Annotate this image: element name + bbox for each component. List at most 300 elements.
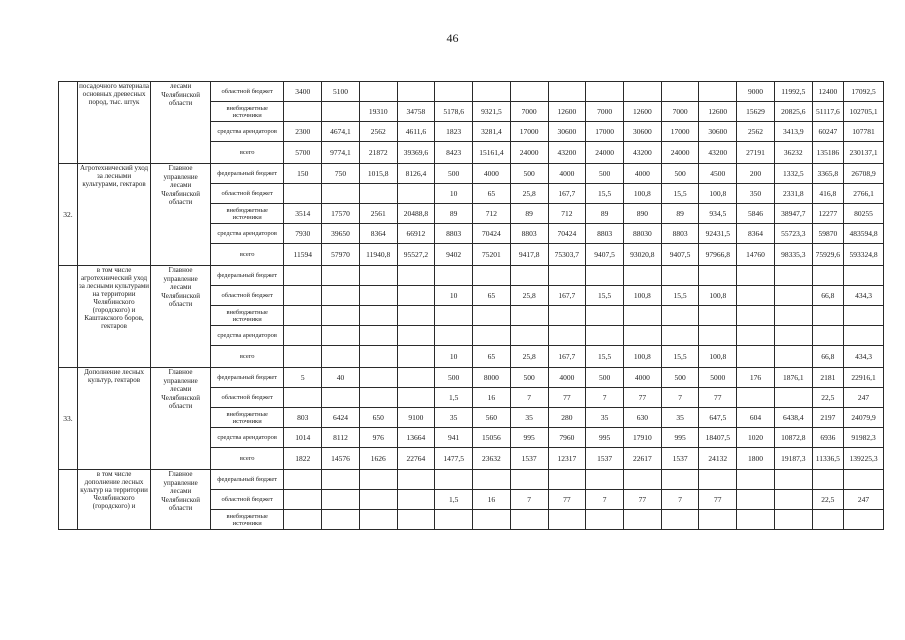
value-cell: 3514	[284, 204, 322, 224]
value-cell	[284, 470, 322, 490]
value-cell: 483594,8	[844, 224, 884, 244]
value-cell	[586, 326, 624, 346]
funding-source: внебюджетные источники	[210, 408, 283, 428]
value-cell: 604	[737, 408, 775, 428]
value-cell: 8126,4	[397, 164, 435, 184]
value-cell	[322, 184, 360, 204]
value-cell	[774, 388, 812, 408]
value-cell: 15,5	[586, 346, 624, 368]
value-cell: 2561	[359, 204, 397, 224]
value-cell: 25,8	[510, 346, 548, 368]
value-cell: 22916,1	[844, 368, 884, 388]
value-cell: 167,7	[548, 346, 586, 368]
value-cell: 5846	[737, 204, 775, 224]
value-cell: 15,5	[586, 286, 624, 306]
value-cell	[774, 266, 812, 286]
value-cell: 9774,1	[322, 142, 360, 164]
value-cell: 995	[510, 428, 548, 448]
value-cell	[322, 306, 360, 326]
value-cell: 139225,3	[844, 448, 884, 470]
value-cell	[737, 346, 775, 368]
value-cell	[623, 510, 661, 530]
value-cell: 15,5	[661, 286, 699, 306]
value-cell	[397, 286, 435, 306]
value-cell: 100,8	[699, 184, 737, 204]
value-cell: 15161,4	[473, 142, 511, 164]
value-cell: 500	[586, 164, 624, 184]
value-cell	[699, 326, 737, 346]
value-cell	[359, 306, 397, 326]
value-cell: 93020,8	[623, 244, 661, 266]
value-cell: 2300	[284, 122, 322, 142]
value-cell: 7	[661, 490, 699, 510]
value-cell: 5	[284, 368, 322, 388]
value-cell: 35	[510, 408, 548, 428]
value-cell: 55723,3	[774, 224, 812, 244]
value-cell	[661, 510, 699, 530]
value-cell	[284, 510, 322, 530]
value-cell: 4611,6	[397, 122, 435, 142]
value-cell: 12400	[812, 82, 843, 102]
value-cell: 2562	[359, 122, 397, 142]
value-cell: 630	[623, 408, 661, 428]
value-cell	[473, 266, 511, 286]
value-cell: 280	[548, 408, 586, 428]
value-cell: 22617	[623, 448, 661, 470]
value-cell: 416,8	[812, 184, 843, 204]
value-cell	[844, 306, 884, 326]
value-cell: 1537	[510, 448, 548, 470]
funding-source: областной бюджет	[210, 490, 283, 510]
funding-source: внебюджетные источники	[210, 306, 283, 326]
value-cell: 10	[435, 184, 473, 204]
value-cell: 59870	[812, 224, 843, 244]
value-cell: 30600	[699, 122, 737, 142]
value-cell	[473, 82, 511, 102]
value-cell: 27191	[737, 142, 775, 164]
value-cell: 1876,1	[774, 368, 812, 388]
value-cell: 97966,8	[699, 244, 737, 266]
row-index: 33.	[59, 368, 78, 470]
value-cell	[737, 306, 775, 326]
value-cell: 15,5	[586, 184, 624, 204]
value-cell: 2766,1	[844, 184, 884, 204]
value-cell	[397, 470, 435, 490]
value-cell: 6424	[322, 408, 360, 428]
activity-description: Агротехнический уход за лесными культурами, гектаров	[77, 164, 150, 266]
value-cell	[510, 82, 548, 102]
value-cell	[844, 470, 884, 490]
value-cell: 7	[586, 490, 624, 510]
value-cell	[359, 266, 397, 286]
value-cell: 500	[661, 368, 699, 388]
value-cell	[774, 306, 812, 326]
value-cell: 8364	[359, 224, 397, 244]
value-cell: 1332,5	[774, 164, 812, 184]
value-cell	[548, 266, 586, 286]
value-cell: 1800	[737, 448, 775, 470]
value-cell: 3365,8	[812, 164, 843, 184]
value-cell: 176	[737, 368, 775, 388]
value-cell	[623, 266, 661, 286]
value-cell	[812, 306, 843, 326]
value-cell: 434,3	[844, 346, 884, 368]
value-cell	[359, 368, 397, 388]
value-cell: 500	[435, 164, 473, 184]
value-cell: 4500	[699, 164, 737, 184]
value-cell	[397, 82, 435, 102]
funding-source: средства арендаторов	[210, 122, 283, 142]
table-row	[59, 368, 884, 388]
value-cell	[322, 490, 360, 510]
value-cell: 8000	[473, 368, 511, 388]
value-cell: 9407,5	[661, 244, 699, 266]
value-cell	[699, 510, 737, 530]
value-cell: 593324,8	[844, 244, 884, 266]
value-cell: 17000	[661, 122, 699, 142]
value-cell: 4000	[548, 368, 586, 388]
value-cell	[435, 470, 473, 490]
value-cell	[699, 82, 737, 102]
value-cell: 1626	[359, 448, 397, 470]
value-cell	[661, 306, 699, 326]
table-row	[59, 164, 884, 184]
value-cell: 650	[359, 408, 397, 428]
value-cell: 1822	[284, 448, 322, 470]
value-cell: 7	[510, 388, 548, 408]
value-cell: 2181	[812, 368, 843, 388]
value-cell: 995	[586, 428, 624, 448]
funding-source: областной бюджет	[210, 286, 283, 306]
value-cell: 100,8	[623, 184, 661, 204]
value-cell	[737, 470, 775, 490]
value-cell	[510, 306, 548, 326]
value-cell: 14760	[737, 244, 775, 266]
value-cell: 7930	[284, 224, 322, 244]
value-cell: 20825,6	[774, 102, 812, 122]
value-cell: 34758	[397, 102, 435, 122]
value-cell: 89	[435, 204, 473, 224]
value-cell	[510, 470, 548, 490]
value-cell: 8423	[435, 142, 473, 164]
value-cell: 230137,1	[844, 142, 884, 164]
value-cell	[737, 286, 775, 306]
value-cell: 75303,7	[548, 244, 586, 266]
value-cell	[473, 326, 511, 346]
value-cell: 30600	[548, 122, 586, 142]
value-cell	[510, 510, 548, 530]
value-cell: 14576	[322, 448, 360, 470]
value-cell: 17910	[623, 428, 661, 448]
funding-source: средства арендаторов	[210, 326, 283, 346]
value-cell: 2331,8	[774, 184, 812, 204]
value-cell: 7	[510, 490, 548, 510]
value-cell: 9417,8	[510, 244, 548, 266]
value-cell	[548, 306, 586, 326]
value-cell: 247	[844, 388, 884, 408]
value-cell	[397, 306, 435, 326]
value-cell: 941	[435, 428, 473, 448]
value-cell: 107781	[844, 122, 884, 142]
value-cell: 4000	[623, 368, 661, 388]
value-cell	[284, 286, 322, 306]
value-cell	[737, 326, 775, 346]
value-cell: 65	[473, 346, 511, 368]
responsible-agency: Главное управление лесами Челябинской области	[151, 368, 211, 470]
value-cell: 24000	[586, 142, 624, 164]
value-cell	[510, 266, 548, 286]
value-cell	[737, 510, 775, 530]
value-cell: 18407,5	[699, 428, 737, 448]
value-cell: 26708,9	[844, 164, 884, 184]
value-cell: 89	[661, 204, 699, 224]
value-cell: 10	[435, 346, 473, 368]
value-cell: 11336,5	[812, 448, 843, 470]
value-cell: 91982,3	[844, 428, 884, 448]
value-cell	[284, 184, 322, 204]
value-cell: 24000	[661, 142, 699, 164]
value-cell: 65	[473, 286, 511, 306]
value-cell: 2197	[812, 408, 843, 428]
value-cell	[699, 266, 737, 286]
funding-source: внебюджетные источники	[210, 102, 283, 122]
value-cell	[774, 470, 812, 490]
value-cell: 350	[737, 184, 775, 204]
row-index	[59, 266, 78, 368]
value-cell: 1477,5	[435, 448, 473, 470]
value-cell: 1537	[661, 448, 699, 470]
value-cell: 15,5	[661, 184, 699, 204]
funding-source: средства арендаторов	[210, 428, 283, 448]
value-cell: 803	[284, 408, 322, 428]
value-cell: 24000	[510, 142, 548, 164]
row-index	[59, 470, 78, 530]
value-cell	[661, 266, 699, 286]
value-cell: 17000	[510, 122, 548, 142]
value-cell	[435, 306, 473, 326]
value-cell	[473, 470, 511, 490]
value-cell: 22,5	[812, 490, 843, 510]
value-cell: 43200	[548, 142, 586, 164]
value-cell: 1014	[284, 428, 322, 448]
activity-description: Дополнение лесных культур, гектаров	[77, 368, 150, 470]
value-cell: 712	[548, 204, 586, 224]
value-cell: 17000	[586, 122, 624, 142]
value-cell	[322, 102, 360, 122]
value-cell: 647,5	[699, 408, 737, 428]
value-cell: 9100	[397, 408, 435, 428]
value-cell	[774, 326, 812, 346]
value-cell	[661, 82, 699, 102]
value-cell	[359, 286, 397, 306]
value-cell	[844, 510, 884, 530]
row-index: 32.	[59, 164, 78, 266]
funding-source: внебюджетные источники	[210, 204, 283, 224]
value-cell: 2562	[737, 122, 775, 142]
value-cell: 8803	[510, 224, 548, 244]
funding-source: областной бюджет	[210, 184, 283, 204]
value-cell	[284, 266, 322, 286]
value-cell: 7960	[548, 428, 586, 448]
page-number: 46	[446, 31, 459, 45]
value-cell: 1537	[586, 448, 624, 470]
value-cell: 24132	[699, 448, 737, 470]
value-cell	[812, 266, 843, 286]
value-cell: 976	[359, 428, 397, 448]
value-cell	[548, 470, 586, 490]
value-cell	[359, 82, 397, 102]
value-cell	[586, 510, 624, 530]
value-cell	[322, 326, 360, 346]
value-cell: 167,7	[548, 184, 586, 204]
value-cell	[284, 102, 322, 122]
value-cell	[359, 490, 397, 510]
value-cell: 712	[473, 204, 511, 224]
budget-table	[58, 81, 884, 530]
funding-source: всего	[210, 346, 283, 368]
value-cell: 247	[844, 490, 884, 510]
value-cell	[774, 286, 812, 306]
value-cell: 88030	[623, 224, 661, 244]
value-cell: 22764	[397, 448, 435, 470]
value-cell	[284, 490, 322, 510]
value-cell: 9402	[435, 244, 473, 266]
value-cell: 8364	[737, 224, 775, 244]
value-cell: 500	[510, 368, 548, 388]
value-cell	[699, 470, 737, 490]
funding-source: всего	[210, 142, 283, 164]
value-cell: 30600	[623, 122, 661, 142]
value-cell: 12317	[548, 448, 586, 470]
value-cell	[548, 326, 586, 346]
value-cell: 7	[661, 388, 699, 408]
value-cell: 7	[586, 388, 624, 408]
value-cell: 89	[510, 204, 548, 224]
value-cell: 89	[586, 204, 624, 224]
value-cell	[548, 82, 586, 102]
value-cell: 35	[661, 408, 699, 428]
value-cell: 995	[661, 428, 699, 448]
value-cell: 77	[548, 388, 586, 408]
value-cell: 15629	[737, 102, 775, 122]
value-cell: 66,8	[812, 286, 843, 306]
value-cell	[435, 326, 473, 346]
activity-description: в том числе дополнение лесных культур на территории Челябинского (городского) и	[77, 470, 150, 530]
value-cell: 77	[548, 490, 586, 510]
value-cell	[623, 306, 661, 326]
value-cell: 23632	[473, 448, 511, 470]
value-cell	[623, 326, 661, 346]
value-cell	[661, 326, 699, 346]
value-cell: 19187,3	[774, 448, 812, 470]
value-cell: 66,8	[812, 346, 843, 368]
value-cell: 39650	[322, 224, 360, 244]
value-cell	[397, 326, 435, 346]
value-cell	[812, 510, 843, 530]
value-cell: 12277	[812, 204, 843, 224]
value-cell: 17092,5	[844, 82, 884, 102]
value-cell	[322, 510, 360, 530]
value-cell: 1,5	[435, 490, 473, 510]
value-cell	[737, 490, 775, 510]
value-cell: 434,3	[844, 286, 884, 306]
value-cell: 16	[473, 388, 511, 408]
value-cell: 3400	[284, 82, 322, 102]
value-cell: 95527,2	[397, 244, 435, 266]
value-cell: 10872,8	[774, 428, 812, 448]
value-cell: 500	[510, 164, 548, 184]
value-cell: 11940,8	[359, 244, 397, 266]
value-cell: 500	[435, 368, 473, 388]
value-cell: 12600	[548, 102, 586, 122]
table-row	[59, 82, 884, 102]
funding-source: всего	[210, 244, 283, 266]
value-cell: 5100	[322, 82, 360, 102]
value-cell: 80255	[844, 204, 884, 224]
value-cell: 43200	[623, 142, 661, 164]
value-cell: 77	[699, 388, 737, 408]
value-cell: 4000	[623, 164, 661, 184]
value-cell: 102705,1	[844, 102, 884, 122]
value-cell: 4000	[548, 164, 586, 184]
value-cell	[510, 326, 548, 346]
value-cell	[737, 388, 775, 408]
value-cell: 75929,6	[812, 244, 843, 266]
value-cell	[397, 490, 435, 510]
responsible-agency: Главное управление лесами Челябинской области	[151, 164, 211, 266]
value-cell	[844, 266, 884, 286]
value-cell: 934,5	[699, 204, 737, 224]
value-cell: 3413,9	[774, 122, 812, 142]
value-cell: 15056	[473, 428, 511, 448]
funding-source: внебюджетные источники	[210, 510, 283, 530]
value-cell	[774, 346, 812, 368]
funding-source: федеральный бюджет	[210, 164, 283, 184]
value-cell: 4674,1	[322, 122, 360, 142]
value-cell: 167,7	[548, 286, 586, 306]
value-cell	[359, 184, 397, 204]
value-cell: 92431,5	[699, 224, 737, 244]
value-cell: 7000	[661, 102, 699, 122]
activity-description: в том числе агротехнический уход за лесными культурами на территории Челябинского (городского) и Каштакского боров, гектаров	[77, 266, 150, 368]
value-cell: 7000	[510, 102, 548, 122]
value-cell: 11992,5	[774, 82, 812, 102]
funding-source: федеральный бюджет	[210, 266, 283, 286]
funding-source: федеральный бюджет	[210, 368, 283, 388]
value-cell: 9407,5	[586, 244, 624, 266]
value-cell	[359, 470, 397, 490]
value-cell	[844, 326, 884, 346]
value-cell: 1,5	[435, 388, 473, 408]
value-cell	[586, 266, 624, 286]
value-cell	[322, 286, 360, 306]
value-cell: 135186	[812, 142, 843, 164]
value-cell: 77	[699, 490, 737, 510]
value-cell: 8803	[435, 224, 473, 244]
value-cell	[774, 510, 812, 530]
value-cell	[359, 346, 397, 368]
value-cell: 100,8	[699, 346, 737, 368]
value-cell: 75201	[473, 244, 511, 266]
value-cell: 77	[623, 490, 661, 510]
activity-description: посадочного материала основных древесных пород, тыс. штук	[77, 82, 150, 164]
value-cell	[812, 470, 843, 490]
responsible-agency: лесами Челябинской области	[151, 82, 211, 164]
value-cell: 5700	[284, 142, 322, 164]
value-cell	[397, 388, 435, 408]
value-cell	[397, 266, 435, 286]
value-cell	[812, 326, 843, 346]
